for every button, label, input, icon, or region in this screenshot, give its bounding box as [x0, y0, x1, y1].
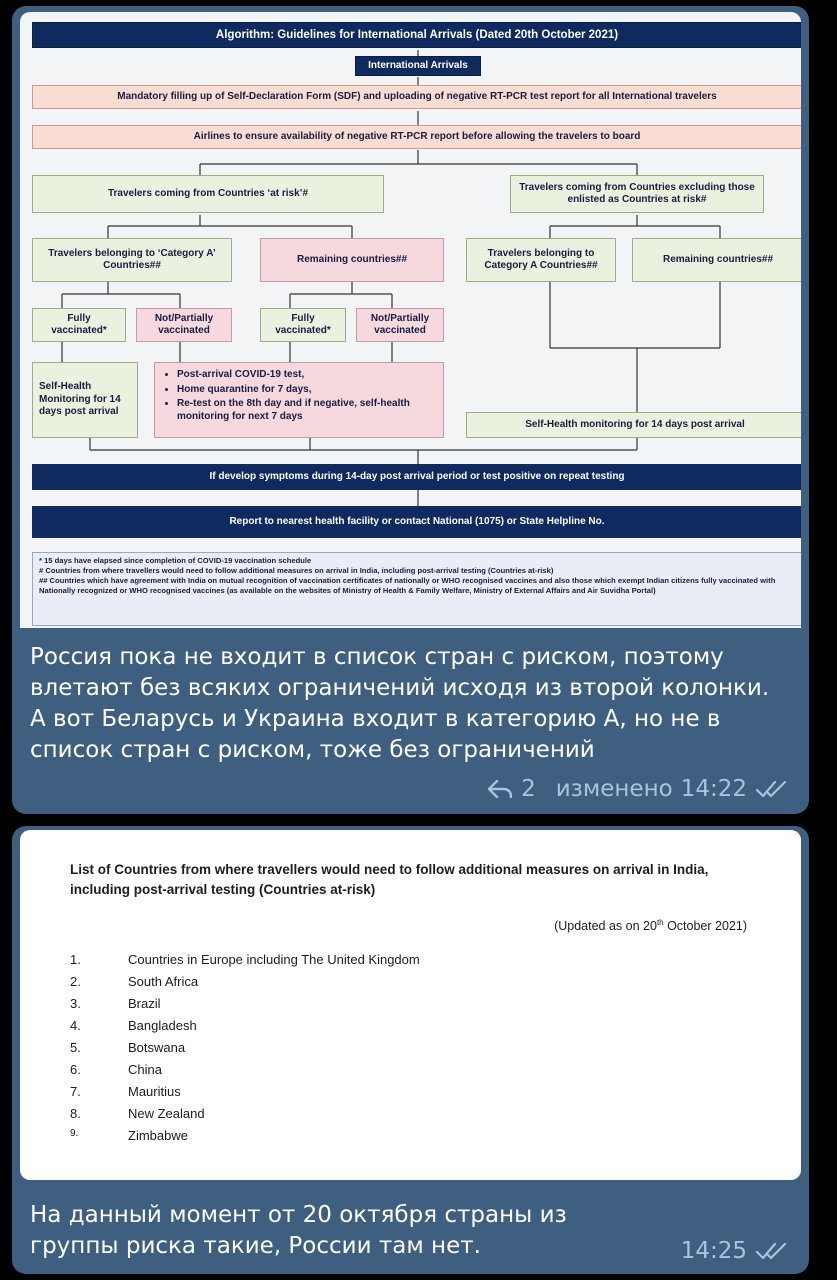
list-item: 1. Countries in Europe including The United Kingdom — [70, 952, 420, 967]
branch-excluding-at-risk: Travelers coming from Countries excluding those enlisted as Countries at risk# — [510, 175, 764, 213]
bullet-retest: • Re-test on the 8th day and if negative, self-health monitoring for next 7 days — [177, 398, 435, 423]
message-bubble-1[interactable] — [12, 6, 809, 814]
left-remaining: Remaining countries## — [260, 238, 444, 282]
flowchart-title: Algorithm: Guidelines for International Arrivals (Dated 20th October 2021) — [32, 22, 801, 48]
list-item: 8. New Zealand — [70, 1106, 205, 1121]
footnote-category-a: ## Countries which have agreement with India on mutual recognition of vaccination certificates of nationally or WHO recognised vaccines and also those which exempt Indian citizens fully vaccinated with Nationally recognized or WHO recognised vaccines (as available on the websites of Ministry of Health & Family Welfare, Ministry of External Affairs and Air Suvidha Portal) — [39, 575, 776, 595]
countries-list-image[interactable] — [20, 830, 801, 1180]
doc-updated: (Updated as on 20th October 2021) — [554, 918, 747, 934]
reply-count[interactable]: 2 — [521, 776, 536, 802]
flowchart-image[interactable] — [20, 12, 801, 628]
start-node: International Arrivals — [355, 56, 481, 76]
left-not-vaccinated: Not/Partially vaccinated — [136, 308, 232, 342]
list-item: 7. Mauritius — [70, 1084, 181, 1099]
self-monitoring-left: Self-Health Monitoring for 14 days post arrival — [32, 362, 138, 438]
list-item: 3. Brazil — [70, 996, 161, 1011]
message-time-2: 14:25 — [680, 1238, 747, 1264]
country-list — [70, 952, 420, 1150]
step-sdf: Mandatory filling up of Self-Declaration Form (SDF) and uploading of negative RT-PCR test report for all International travelers — [32, 85, 801, 109]
step-airlines: Airlines to ensure availability of negative RT-PCR report before allowing the travelers to board — [32, 125, 801, 149]
list-item: 5. Botswana — [70, 1040, 186, 1055]
message-meta-1 — [487, 776, 789, 802]
footnotes — [32, 552, 801, 626]
list-item: 6. China — [70, 1062, 162, 1077]
footnote-vaccinated: * 15 days have elapsed since completion of COVID-19 vaccination schedule — [39, 556, 312, 565]
left-fully-vaccinated: Fully vaccinated* — [32, 308, 126, 342]
self-monitoring-right: Self-Health monitoring for 14 days post arrival — [466, 412, 801, 438]
message-time-1: 14:22 — [680, 776, 747, 802]
bullet-test: • Post-arrival COVID-19 test, — [177, 369, 435, 382]
edited-label: изменено — [555, 776, 673, 802]
report-step: Report to nearest health facility or contact National (1075) or State Helpline No. — [32, 506, 801, 538]
message-text-2: На данный момент от 20 октября страны из группы риска такие, России там нет. — [30, 1202, 567, 1259]
list-item: 9. Zimbabwe — [70, 1128, 188, 1143]
right-remaining: Remaining countries## — [632, 238, 801, 282]
bullet-quarantine: • Home quarantine for 7 days, — [177, 384, 435, 397]
double-check-icon — [755, 779, 789, 799]
doc-title: List of Countries from where travellers would need to follow additional measures on arrival in India, including post-arrival testing (Countries at-risk) — [70, 862, 709, 897]
footnote-at-risk: # Countries from where travellers would need to follow additional measures on arrival in India, including post-arrival testing (Countries at-risk) — [39, 565, 554, 575]
symptoms-step: If develop symptoms during 14-day post arrival period or test positive on repeat testing — [32, 464, 801, 490]
remaining-not-vaccinated: Not/Partially vaccinated — [356, 308, 444, 342]
list-item: 2. South Africa — [70, 974, 199, 989]
reply-arrow-icon[interactable] — [487, 778, 513, 800]
branch-at-risk: Travelers coming from Countries ‘at risk’# — [32, 175, 384, 213]
message-meta-2 — [681, 1238, 789, 1264]
remaining-fully-vaccinated: Fully vaccinated* — [260, 308, 346, 342]
left-category-a: Travelers belonging to ‘Category A’ Countries## — [32, 238, 232, 282]
right-category-a: Travelers belonging to Category A Countries## — [466, 238, 616, 282]
double-check-icon — [755, 1241, 789, 1261]
quarantine-steps — [154, 362, 444, 438]
message-text-1: Россия пока не входит в список стран с риском, поэтому влетают без всяких ограничений исходя из второй колонки. А вот Беларусь и Украина входит в категорию А, но не в список стран с риском, тоже без ограничений — [30, 644, 770, 763]
list-item: 4. Bangladesh — [70, 1018, 197, 1033]
message-bubble-2[interactable] — [12, 826, 809, 1274]
